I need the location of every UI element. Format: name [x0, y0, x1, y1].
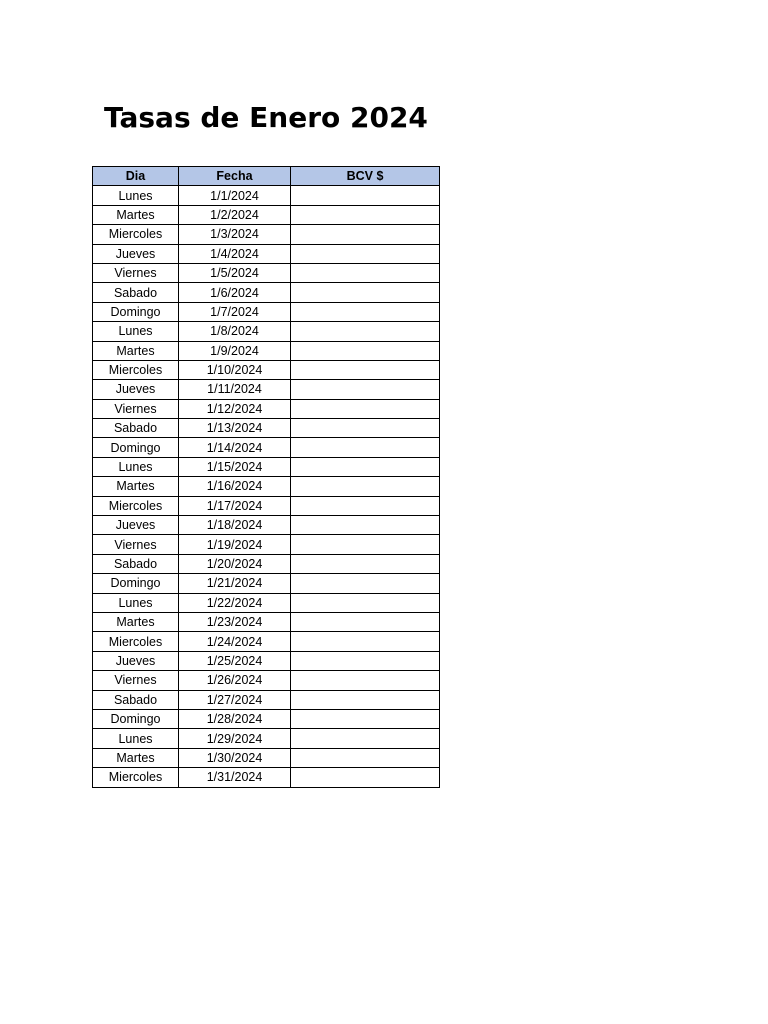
bcv-rate-cell[interactable]	[291, 283, 440, 302]
date-cell: 1/21/2024	[179, 574, 291, 593]
bcv-rate-cell[interactable]	[291, 768, 440, 787]
rates-table	[92, 166, 440, 788]
day-cell: Jueves	[93, 516, 179, 535]
day-cell: Viernes	[93, 535, 179, 554]
table-row	[93, 186, 440, 205]
date-cell: 1/8/2024	[179, 322, 291, 341]
date-cell: 1/14/2024	[179, 438, 291, 457]
bcv-rate-cell[interactable]	[291, 574, 440, 593]
table-row	[93, 535, 440, 554]
bcv-rate-cell[interactable]	[291, 535, 440, 554]
date-cell: 1/18/2024	[179, 516, 291, 535]
date-cell: 1/29/2024	[179, 729, 291, 748]
day-cell: Sabado	[93, 419, 179, 438]
date-cell: 1/27/2024	[179, 690, 291, 709]
table-row	[93, 612, 440, 631]
table-row	[93, 322, 440, 341]
bcv-rate-cell[interactable]	[291, 380, 440, 399]
bcv-rate-cell[interactable]	[291, 438, 440, 457]
bcv-rate-cell[interactable]	[291, 632, 440, 651]
date-cell: 1/1/2024	[179, 186, 291, 205]
day-cell: Lunes	[93, 322, 179, 341]
bcv-rate-cell[interactable]	[291, 651, 440, 670]
table-row	[93, 496, 440, 515]
day-cell: Sabado	[93, 554, 179, 573]
date-cell: 1/24/2024	[179, 632, 291, 651]
table-row	[93, 554, 440, 573]
bcv-rate-cell[interactable]	[291, 496, 440, 515]
day-cell: Miercoles	[93, 225, 179, 244]
date-cell: 1/19/2024	[179, 535, 291, 554]
bcv-rate-cell[interactable]	[291, 419, 440, 438]
day-cell: Domingo	[93, 574, 179, 593]
day-cell: Martes	[93, 477, 179, 496]
table-row	[93, 651, 440, 670]
day-cell: Viernes	[93, 263, 179, 282]
date-cell: 1/20/2024	[179, 554, 291, 573]
day-cell: Viernes	[93, 671, 179, 690]
date-cell: 1/3/2024	[179, 225, 291, 244]
date-cell: 1/25/2024	[179, 651, 291, 670]
table-row	[93, 574, 440, 593]
bcv-rate-cell[interactable]	[291, 671, 440, 690]
table-row	[93, 729, 440, 748]
table-row	[93, 690, 440, 709]
day-cell: Lunes	[93, 457, 179, 476]
table-row	[93, 244, 440, 263]
bcv-rate-cell[interactable]	[291, 360, 440, 379]
date-cell: 1/2/2024	[179, 205, 291, 224]
date-cell: 1/15/2024	[179, 457, 291, 476]
day-cell: Lunes	[93, 593, 179, 612]
date-cell: 1/11/2024	[179, 380, 291, 399]
table-row	[93, 748, 440, 767]
bcv-rate-cell[interactable]	[291, 186, 440, 205]
table-row	[93, 380, 440, 399]
table-row	[93, 302, 440, 321]
day-cell: Viernes	[93, 399, 179, 418]
date-cell: 1/31/2024	[179, 768, 291, 787]
bcv-rate-cell[interactable]	[291, 593, 440, 612]
table-row	[93, 516, 440, 535]
date-cell: 1/28/2024	[179, 709, 291, 728]
table-row	[93, 205, 440, 224]
day-cell: Jueves	[93, 380, 179, 399]
day-cell: Martes	[93, 205, 179, 224]
table-row	[93, 225, 440, 244]
bcv-rate-cell[interactable]	[291, 709, 440, 728]
table-row	[93, 419, 440, 438]
date-cell: 1/30/2024	[179, 748, 291, 767]
day-cell: Miercoles	[93, 496, 179, 515]
date-cell: 1/9/2024	[179, 341, 291, 360]
table-header-row	[93, 167, 440, 186]
bcv-rate-cell[interactable]	[291, 477, 440, 496]
date-cell: 1/10/2024	[179, 360, 291, 379]
page-title: Tasas de Enero 2024	[104, 101, 428, 134]
day-cell: Jueves	[93, 244, 179, 263]
bcv-rate-cell[interactable]	[291, 302, 440, 321]
bcv-rate-cell[interactable]	[291, 205, 440, 224]
bcv-rate-cell[interactable]	[291, 690, 440, 709]
table-row	[93, 768, 440, 787]
bcv-rate-cell[interactable]	[291, 729, 440, 748]
bcv-rate-cell[interactable]	[291, 341, 440, 360]
bcv-rate-cell[interactable]	[291, 612, 440, 631]
day-cell: Miercoles	[93, 360, 179, 379]
day-cell: Domingo	[93, 438, 179, 457]
day-cell: Domingo	[93, 302, 179, 321]
day-cell: Jueves	[93, 651, 179, 670]
bcv-rate-cell[interactable]	[291, 399, 440, 418]
column-header-bcv: BCV $	[291, 167, 440, 186]
date-cell: 1/17/2024	[179, 496, 291, 515]
bcv-rate-cell[interactable]	[291, 263, 440, 282]
table-row	[93, 457, 440, 476]
bcv-rate-cell[interactable]	[291, 554, 440, 573]
table-row	[93, 283, 440, 302]
date-cell: 1/23/2024	[179, 612, 291, 631]
bcv-rate-cell[interactable]	[291, 244, 440, 263]
date-cell: 1/22/2024	[179, 593, 291, 612]
day-cell: Miercoles	[93, 632, 179, 651]
bcv-rate-cell[interactable]	[291, 457, 440, 476]
date-cell: 1/4/2024	[179, 244, 291, 263]
day-cell: Lunes	[93, 729, 179, 748]
column-header-dia: Dia	[93, 167, 179, 186]
bcv-rate-cell[interactable]	[291, 748, 440, 767]
day-cell: Sabado	[93, 283, 179, 302]
day-cell: Martes	[93, 341, 179, 360]
date-cell: 1/7/2024	[179, 302, 291, 321]
table-row	[93, 263, 440, 282]
date-cell: 1/13/2024	[179, 419, 291, 438]
table-row	[93, 477, 440, 496]
table-row	[93, 632, 440, 651]
table-body	[93, 186, 440, 787]
day-cell: Martes	[93, 612, 179, 631]
bcv-rate-cell[interactable]	[291, 322, 440, 341]
table-row	[93, 341, 440, 360]
day-cell: Domingo	[93, 709, 179, 728]
table-row	[93, 360, 440, 379]
date-cell: 1/16/2024	[179, 477, 291, 496]
table-row	[93, 593, 440, 612]
bcv-rate-cell[interactable]	[291, 516, 440, 535]
date-cell: 1/6/2024	[179, 283, 291, 302]
date-cell: 1/26/2024	[179, 671, 291, 690]
bcv-rate-cell[interactable]	[291, 225, 440, 244]
day-cell: Martes	[93, 748, 179, 767]
day-cell: Lunes	[93, 186, 179, 205]
table-row	[93, 438, 440, 457]
day-cell: Miercoles	[93, 768, 179, 787]
table-row	[93, 399, 440, 418]
table-row	[93, 671, 440, 690]
day-cell: Sabado	[93, 690, 179, 709]
date-cell: 1/5/2024	[179, 263, 291, 282]
column-header-fecha: Fecha	[179, 167, 291, 186]
table-row	[93, 709, 440, 728]
date-cell: 1/12/2024	[179, 399, 291, 418]
